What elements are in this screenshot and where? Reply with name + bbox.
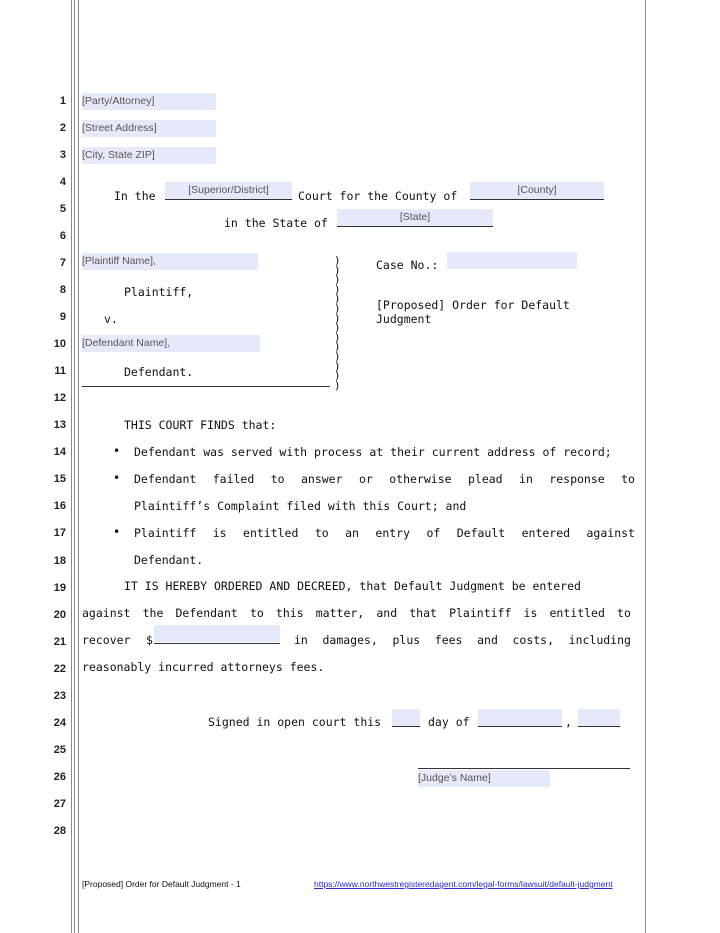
city-state-zip-field[interactable]: [City, State ZIP]: [82, 147, 216, 164]
line-number: 14: [53, 446, 66, 459]
line-number: 21: [53, 635, 66, 648]
case-no-label: Case No.:: [376, 258, 439, 272]
bullet-3-line2: Defendant.: [134, 553, 204, 567]
judge-name-field[interactable]: [Judge’s Name]: [418, 770, 550, 787]
in-state-of-text: in the State of: [224, 216, 328, 230]
bullet-2-word: in: [519, 472, 533, 486]
county-field[interactable]: [County]: [470, 182, 604, 199]
caption-parenthesis: ): [334, 369, 341, 383]
court-type-field[interactable]: [Superior/District]: [165, 182, 292, 199]
court-type-underline: [165, 199, 292, 200]
versus-label: v.: [104, 312, 118, 326]
state-field[interactable]: [State]: [337, 209, 493, 226]
caption-parenthesis: ): [334, 301, 341, 315]
line-number: 19: [53, 581, 66, 594]
bullet-3-word: against: [586, 526, 635, 540]
bullet-1-text: Defendant was served with process at their current address of record;: [134, 445, 612, 459]
right-margin-rule: [645, 0, 646, 933]
signed-in-court-text: Signed in open court this: [208, 715, 382, 729]
ordered-line1: IT IS HEREBY ORDERED AND DECREED, that Default Judgment be entered: [124, 579, 581, 593]
line-number: 22: [53, 662, 66, 675]
bullet-2-word: or: [358, 472, 373, 486]
line-number: 15: [53, 473, 66, 486]
recover-suffix-word: fees: [434, 633, 463, 647]
ordered-line2-word: and: [376, 606, 398, 620]
recover-suffix-word: damages,: [322, 633, 378, 647]
bullet-2-glyph: •: [113, 471, 121, 485]
recover-suffix-word: and: [477, 633, 498, 647]
bullet-3-word: an: [345, 526, 359, 540]
order-title-line1: [Proposed] Order for Default: [376, 298, 570, 312]
damages-amount-underline: [154, 643, 280, 644]
line-number: 7: [59, 257, 66, 270]
bullet-2-word: response: [549, 472, 605, 486]
ordered-line2-word: Plaintiff: [449, 606, 512, 620]
bullet-2-word: answer: [300, 472, 343, 486]
bullet-3-glyph: •: [113, 525, 121, 539]
caption-parenthesis: ): [334, 378, 341, 392]
bullet-3-line1: [134, 526, 635, 540]
bullet-2-word: to: [621, 472, 635, 486]
bullet-1-glyph: •: [113, 444, 121, 458]
line-number: 8: [59, 284, 66, 297]
ordered-line2-word: is: [523, 606, 538, 620]
caption-parenthesis: ): [334, 359, 341, 373]
caption-parenthesis: ): [334, 254, 341, 267]
signed-year-field[interactable]: [578, 709, 620, 726]
ordered-line2-word: this: [275, 606, 304, 620]
footer-title: [Proposed] Order for Default Judgment - 1: [82, 879, 241, 889]
findings-intro: THIS COURT FINDS that:: [124, 418, 277, 432]
caption-parenthesis: ): [334, 349, 341, 363]
judge-signature-line: [418, 768, 630, 769]
left-margin-rule-1: [71, 0, 72, 933]
caption-parenthesis: ): [334, 292, 341, 306]
bullet-3-word: of: [426, 526, 441, 540]
caption-parenthesis: ): [334, 263, 341, 277]
ordered-line2-word: the: [142, 606, 164, 620]
bullet-3-word: Default: [456, 526, 506, 540]
line-number: 6: [59, 230, 66, 243]
line-number: 5: [59, 203, 66, 216]
bullet-3-word: Plaintiff: [134, 526, 197, 540]
line-number: 16: [53, 500, 66, 513]
footer-link[interactable]: https://www.northwestregisteredagent.com/legal-forms/lawsuit/default-judgment: [314, 879, 613, 889]
caption-parenthesis: ): [334, 282, 341, 296]
party-attorney-field[interactable]: [Party/Attorney]: [82, 93, 216, 110]
dollar-sign: $: [146, 633, 153, 647]
signature-comma: ,: [565, 715, 572, 729]
line-number: 24: [53, 716, 66, 729]
line-number: 10: [53, 338, 66, 351]
defendant-label: Defendant.: [124, 365, 194, 379]
caption-parenthesis: ): [334, 321, 341, 335]
left-margin-rule-2: [74, 0, 75, 933]
recover-suffix-word: including: [568, 633, 631, 647]
bullet-2-line2: Plaintiff’s Complaint filed with this Court; and: [134, 499, 467, 513]
signed-day-field[interactable]: [392, 709, 420, 726]
signed-month-underline: [478, 726, 562, 727]
recover-suffix: [294, 633, 631, 647]
street-address-field[interactable]: [Street Address]: [82, 120, 216, 137]
line-number: 12: [53, 392, 66, 405]
plaintiff-name-field[interactable]: [Plaintiff Name],: [82, 253, 258, 270]
ordered-line2-word: entitled: [549, 606, 605, 620]
day-of-text: day of: [428, 715, 470, 729]
ordered-line2-word: to: [249, 606, 264, 620]
line-number: 20: [53, 608, 66, 621]
line-number: 13: [53, 419, 66, 432]
recover-prefix: recover: [82, 633, 131, 647]
bullet-3-word: entitled: [243, 526, 299, 540]
line-number: 27: [53, 797, 66, 810]
plaintiff-label: Plaintiff,: [124, 285, 194, 299]
ordered-line2: [82, 606, 631, 620]
caption-underline: [82, 386, 330, 387]
bullet-2-line1: [134, 472, 635, 486]
line-number: 28: [53, 824, 66, 837]
bullet-2-word: to: [270, 472, 285, 486]
line-number: 23: [53, 689, 66, 702]
order-title-line2: Judgment: [376, 312, 432, 326]
ordered-line4: reasonably incurred attorneys fees.: [82, 660, 325, 674]
line-number: 3: [59, 149, 66, 162]
bullet-2-word: otherwise: [389, 472, 452, 486]
ordered-line2-word: Defendant: [175, 606, 238, 620]
court-for-county-text: Court for the County of: [298, 189, 458, 203]
line-number: 26: [53, 770, 66, 783]
line-number: 17: [53, 527, 66, 540]
county-underline: [470, 199, 604, 200]
line-number: 1: [59, 95, 66, 107]
bullet-3-word: to: [314, 526, 329, 540]
signed-year-underline: [578, 726, 620, 727]
signed-month-field[interactable]: [478, 709, 562, 726]
ordered-line2-word: against: [82, 606, 131, 620]
line-number: 18: [53, 554, 66, 567]
damages-amount-field[interactable]: [154, 625, 280, 642]
caption-parenthesis: ): [334, 273, 341, 287]
bullet-2-word: Defendant: [134, 472, 197, 486]
caption-parenthesis: ): [334, 311, 341, 325]
case-number-field[interactable]: [447, 252, 577, 269]
caption-parenthesis: ): [334, 340, 341, 354]
bullet-3-word: is: [212, 526, 227, 540]
bullet-2-word: plead: [467, 472, 503, 486]
bullet-3-word: entry: [375, 526, 411, 540]
line-number: 2: [59, 122, 66, 135]
recover-suffix-word: plus: [392, 633, 421, 647]
caption-parenthesis: ): [334, 330, 341, 344]
state-underline: [337, 226, 493, 227]
ordered-line2-word: matter,: [315, 606, 365, 620]
bullet-3-word: entered: [521, 526, 571, 540]
bullet-2-word: failed: [212, 472, 255, 486]
recover-suffix-word: in: [294, 633, 308, 647]
court-in-the: In the: [114, 189, 156, 203]
ordered-line2-word: that: [409, 606, 437, 620]
line-number: 4: [59, 176, 66, 189]
line-number: 9: [59, 311, 66, 324]
line-number: 11: [54, 365, 66, 378]
ordered-line2-word: to: [617, 606, 631, 620]
recover-suffix-word: costs,: [512, 633, 555, 647]
line-number: 25: [53, 743, 66, 756]
caption-parenthesis-column: [334, 256, 342, 390]
defendant-name-field[interactable]: [Defendant Name],: [82, 335, 260, 352]
left-margin-rule-3: [78, 0, 79, 933]
signed-day-underline: [392, 726, 420, 727]
